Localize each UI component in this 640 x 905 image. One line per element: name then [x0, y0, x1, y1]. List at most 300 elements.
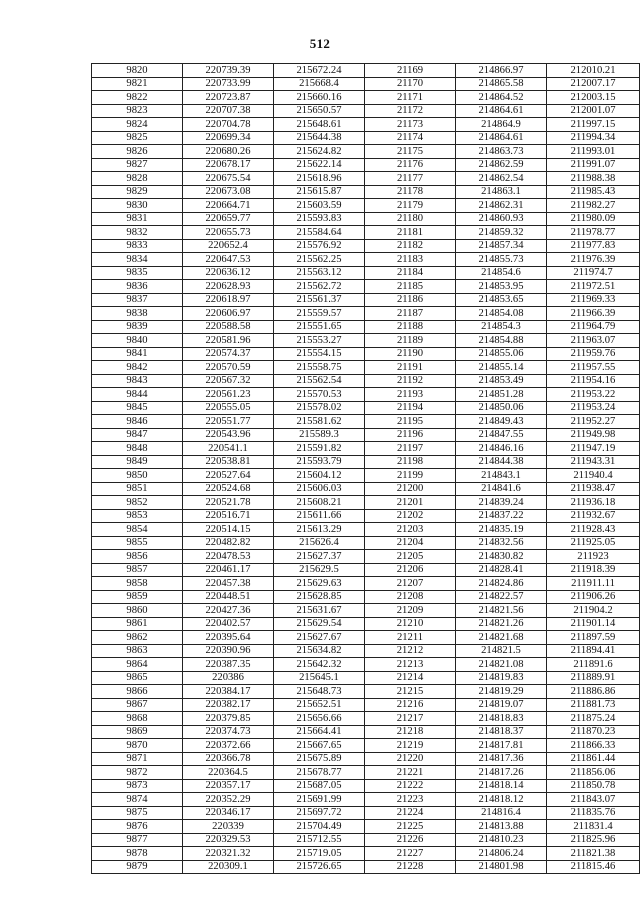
- cell-y-right: 211966.39: [547, 307, 640, 321]
- cell-x-left: 220561.23: [183, 388, 274, 402]
- cell-point-number-right: 21197: [365, 442, 456, 456]
- cell-x-left: 220673.08: [183, 185, 274, 199]
- cell-y-right: 211894.41: [547, 644, 640, 658]
- page-number: 512: [309, 36, 331, 51]
- cell-point-number-right: 21186: [365, 293, 456, 307]
- cell-x-right: 214855.14: [456, 361, 547, 375]
- cell-point-number-right: 21182: [365, 239, 456, 253]
- table-row: [92, 577, 640, 591]
- cell-x-right: 214862.59: [456, 158, 547, 172]
- cell-x-left: 220364.5: [183, 766, 274, 780]
- cell-y-left: 215562.54: [274, 374, 365, 388]
- cell-y-left: 215618.96: [274, 172, 365, 186]
- cell-y-right: 212003.15: [547, 91, 640, 105]
- table-row: [92, 509, 640, 523]
- cell-point-number-right: 21227: [365, 847, 456, 861]
- cell-x-right: 214853.49: [456, 374, 547, 388]
- cell-x-left: 220574.37: [183, 347, 274, 361]
- cell-point-number-left: 9848: [92, 442, 183, 456]
- cell-x-left: 220606.97: [183, 307, 274, 321]
- cell-point-number-right: 21221: [365, 766, 456, 780]
- cell-point-number-right: 21183: [365, 253, 456, 267]
- cell-y-right: 211953.22: [547, 388, 640, 402]
- cell-y-left: 215559.57: [274, 307, 365, 321]
- cell-y-right: 211993.01: [547, 145, 640, 159]
- cell-point-number-right: 21188: [365, 320, 456, 334]
- table-row: [92, 280, 640, 294]
- cell-y-right: 211980.09: [547, 212, 640, 226]
- cell-x-left: 220329.53: [183, 833, 274, 847]
- table-row: [92, 698, 640, 712]
- cell-y-left: 215642.32: [274, 658, 365, 672]
- cell-y-left: 215629.5: [274, 563, 365, 577]
- cell-y-right: 211988.38: [547, 172, 640, 186]
- cell-point-number-right: 21206: [365, 563, 456, 577]
- cell-point-number-right: 21200: [365, 482, 456, 496]
- table-row: [92, 860, 640, 874]
- cell-y-left: 215644.38: [274, 131, 365, 145]
- cell-x-right: 214864.61: [456, 131, 547, 145]
- cell-y-right: 211959.76: [547, 347, 640, 361]
- cell-x-right: 214850.06: [456, 401, 547, 415]
- table-row: [92, 550, 640, 564]
- cell-x-left: 220652.4: [183, 239, 274, 253]
- cell-point-number-left: 9861: [92, 617, 183, 631]
- cell-x-right: 214819.83: [456, 671, 547, 685]
- cell-y-right: 211881.73: [547, 698, 640, 712]
- cell-y-right: 211978.77: [547, 226, 640, 240]
- cell-x-left: 220618.97: [183, 293, 274, 307]
- cell-x-left: 220739.39: [183, 64, 274, 78]
- cell-point-number-right: 21214: [365, 671, 456, 685]
- cell-point-number-left: 9822: [92, 91, 183, 105]
- table-row: [92, 725, 640, 739]
- cell-point-number-right: 21215: [365, 685, 456, 699]
- table-row: [92, 145, 640, 159]
- cell-x-left: 220541.1: [183, 442, 274, 456]
- cell-y-left: 215606.03: [274, 482, 365, 496]
- cell-x-left: 220733.99: [183, 77, 274, 91]
- cell-x-left: 220524.68: [183, 482, 274, 496]
- cell-y-right: 211976.39: [547, 253, 640, 267]
- table-row: [92, 766, 640, 780]
- table-row: [92, 320, 640, 334]
- cell-x-right: 214844.38: [456, 455, 547, 469]
- cell-x-left: 220482.82: [183, 536, 274, 550]
- cell-x-left: 220570.59: [183, 361, 274, 375]
- table-row: [92, 131, 640, 145]
- cell-point-number-right: 21204: [365, 536, 456, 550]
- table-row: [92, 428, 640, 442]
- cell-y-right: 211957.55: [547, 361, 640, 375]
- cell-point-number-left: 9866: [92, 685, 183, 699]
- cell-x-left: 220678.17: [183, 158, 274, 172]
- table-row: [92, 374, 640, 388]
- cell-y-left: 215593.83: [274, 212, 365, 226]
- cell-point-number-right: 21228: [365, 860, 456, 874]
- cell-x-right: 214806.24: [456, 847, 547, 861]
- table-row: [92, 455, 640, 469]
- cell-x-right: 214863.1: [456, 185, 547, 199]
- cell-x-left: 220448.51: [183, 590, 274, 604]
- cell-x-left: 220402.57: [183, 617, 274, 631]
- cell-y-left: 215687.05: [274, 779, 365, 793]
- cell-y-right: 211861.44: [547, 752, 640, 766]
- cell-y-left: 215578.02: [274, 401, 365, 415]
- cell-y-right: 211947.19: [547, 442, 640, 456]
- cell-point-number-right: 21184: [365, 266, 456, 280]
- cell-point-number-right: 21224: [365, 806, 456, 820]
- cell-x-right: 214854.08: [456, 307, 547, 321]
- cell-y-left: 215650.57: [274, 104, 365, 118]
- cell-x-left: 220659.77: [183, 212, 274, 226]
- cell-point-number-left: 9857: [92, 563, 183, 577]
- cell-y-right: 211904.2: [547, 604, 640, 618]
- cell-x-left: 220372.66: [183, 739, 274, 753]
- cell-x-right: 214853.65: [456, 293, 547, 307]
- cell-y-left: 215626.4: [274, 536, 365, 550]
- cell-y-left: 215664.41: [274, 725, 365, 739]
- table-row: [92, 347, 640, 361]
- table-row: [92, 118, 640, 132]
- cell-x-right: 214822.57: [456, 590, 547, 604]
- cell-point-number-left: 9847: [92, 428, 183, 442]
- cell-point-number-left: 9874: [92, 793, 183, 807]
- cell-point-number-left: 9841: [92, 347, 183, 361]
- cell-x-left: 220357.17: [183, 779, 274, 793]
- cell-point-number-left: 9820: [92, 64, 183, 78]
- cell-y-right: 211886.86: [547, 685, 640, 699]
- cell-y-left: 215712.55: [274, 833, 365, 847]
- cell-point-number-right: 21217: [365, 712, 456, 726]
- cell-x-left: 220555.05: [183, 401, 274, 415]
- cell-point-number-left: 9838: [92, 307, 183, 321]
- cell-y-left: 215628.85: [274, 590, 365, 604]
- cell-point-number-left: 9877: [92, 833, 183, 847]
- cell-y-left: 215576.92: [274, 239, 365, 253]
- cell-x-right: 214862.54: [456, 172, 547, 186]
- cell-y-right: 211972.51: [547, 280, 640, 294]
- cell-x-left: 220395.64: [183, 631, 274, 645]
- cell-x-right: 214819.29: [456, 685, 547, 699]
- cell-x-right: 214860.93: [456, 212, 547, 226]
- cell-x-left: 220723.87: [183, 91, 274, 105]
- cell-y-right: 211997.15: [547, 118, 640, 132]
- cell-point-number-right: 21219: [365, 739, 456, 753]
- cell-point-number-right: 21180: [365, 212, 456, 226]
- cell-x-right: 214865.58: [456, 77, 547, 91]
- cell-x-right: 214821.5: [456, 644, 547, 658]
- cell-y-right: 211943.31: [547, 455, 640, 469]
- cell-point-number-right: 21181: [365, 226, 456, 240]
- cell-point-number-right: 21220: [365, 752, 456, 766]
- cell-x-right: 214830.82: [456, 550, 547, 564]
- cell-point-number-right: 21211: [365, 631, 456, 645]
- cell-y-left: 215611.66: [274, 509, 365, 523]
- cell-point-number-left: 9845: [92, 401, 183, 415]
- cell-y-left: 215629.63: [274, 577, 365, 591]
- table-row: [92, 833, 640, 847]
- cell-point-number-right: 21218: [365, 725, 456, 739]
- table-row: [92, 266, 640, 280]
- table-row: [92, 779, 640, 793]
- cell-point-number-left: 9863: [92, 644, 183, 658]
- cell-x-right: 214813.88: [456, 820, 547, 834]
- cell-point-number-left: 9850: [92, 469, 183, 483]
- cell-y-left: 215553.27: [274, 334, 365, 348]
- cell-point-number-left: 9826: [92, 145, 183, 159]
- cell-x-left: 220538.81: [183, 455, 274, 469]
- table-row: [92, 658, 640, 672]
- cell-point-number-right: 21199: [365, 469, 456, 483]
- cell-y-right: 211938.47: [547, 482, 640, 496]
- cell-x-right: 214818.14: [456, 779, 547, 793]
- cell-y-left: 215561.37: [274, 293, 365, 307]
- cell-point-number-right: 21177: [365, 172, 456, 186]
- cell-y-right: 211969.33: [547, 293, 640, 307]
- cell-x-right: 214857.34: [456, 239, 547, 253]
- cell-point-number-left: 9844: [92, 388, 183, 402]
- cell-y-right: 211850.78: [547, 779, 640, 793]
- cell-point-number-left: 9843: [92, 374, 183, 388]
- cell-x-left: 220628.93: [183, 280, 274, 294]
- cell-point-number-right: 21185: [365, 280, 456, 294]
- cell-y-left: 215624.82: [274, 145, 365, 159]
- cell-y-right: 211825.96: [547, 833, 640, 847]
- cell-point-number-left: 9858: [92, 577, 183, 591]
- table-row: [92, 644, 640, 658]
- cell-point-number-left: 9865: [92, 671, 183, 685]
- cell-y-left: 215603.59: [274, 199, 365, 213]
- cell-x-left: 220379.85: [183, 712, 274, 726]
- cell-point-number-left: 9837: [92, 293, 183, 307]
- cell-y-right: 211856.06: [547, 766, 640, 780]
- cell-y-left: 215648.61: [274, 118, 365, 132]
- cell-point-number-left: 9836: [92, 280, 183, 294]
- cell-y-right: 211901.14: [547, 617, 640, 631]
- cell-x-left: 220309.1: [183, 860, 274, 874]
- cell-x-right: 214818.83: [456, 712, 547, 726]
- cell-y-left: 215604.12: [274, 469, 365, 483]
- cell-y-right: 211923: [547, 550, 640, 564]
- cell-y-right: 211964.79: [547, 320, 640, 334]
- cell-y-left: 215584.64: [274, 226, 365, 240]
- cell-x-right: 214824.86: [456, 577, 547, 591]
- cell-x-left: 220386: [183, 671, 274, 685]
- cell-y-left: 215608.21: [274, 496, 365, 510]
- cell-x-right: 214821.26: [456, 617, 547, 631]
- cell-point-number-right: 21205: [365, 550, 456, 564]
- cell-y-right: 211918.39: [547, 563, 640, 577]
- table-row: [92, 617, 640, 631]
- cell-point-number-right: 21189: [365, 334, 456, 348]
- cell-point-number-left: 9821: [92, 77, 183, 91]
- cell-y-right: 211963.07: [547, 334, 640, 348]
- cell-y-right: 211940.4: [547, 469, 640, 483]
- cell-y-left: 215656.66: [274, 712, 365, 726]
- cell-x-left: 220427.36: [183, 604, 274, 618]
- cell-point-number-left: 9842: [92, 361, 183, 375]
- cell-x-left: 220387.35: [183, 658, 274, 672]
- cell-x-right: 214864.61: [456, 104, 547, 118]
- cell-point-number-left: 9871: [92, 752, 183, 766]
- cell-point-number-left: 9851: [92, 482, 183, 496]
- cell-x-right: 214859.32: [456, 226, 547, 240]
- cell-y-right: 211991.07: [547, 158, 640, 172]
- cell-point-number-left: 9828: [92, 172, 183, 186]
- cell-x-right: 214851.28: [456, 388, 547, 402]
- cell-x-right: 214864.52: [456, 91, 547, 105]
- cell-point-number-right: 21223: [365, 793, 456, 807]
- cell-x-right: 214864.9: [456, 118, 547, 132]
- cell-point-number-right: 21196: [365, 428, 456, 442]
- table-row: [92, 469, 640, 483]
- cell-point-number-right: 21208: [365, 590, 456, 604]
- cell-y-left: 215591.82: [274, 442, 365, 456]
- cell-point-number-right: 21187: [365, 307, 456, 321]
- cell-point-number-right: 21203: [365, 523, 456, 537]
- cell-point-number-right: 21198: [365, 455, 456, 469]
- cell-y-right: 211835.76: [547, 806, 640, 820]
- cell-x-right: 214843.1: [456, 469, 547, 483]
- cell-point-number-right: 21175: [365, 145, 456, 159]
- cell-x-left: 220521.78: [183, 496, 274, 510]
- cell-y-left: 215570.53: [274, 388, 365, 402]
- cell-point-number-left: 9839: [92, 320, 183, 334]
- cell-point-number-right: 21176: [365, 158, 456, 172]
- table-row: [92, 820, 640, 834]
- cell-y-right: 211977.83: [547, 239, 640, 253]
- cell-x-left: 220704.78: [183, 118, 274, 132]
- cell-point-number-right: 21191: [365, 361, 456, 375]
- table-row: [92, 172, 640, 186]
- table-row: [92, 442, 640, 456]
- table-row: [92, 401, 640, 415]
- cell-x-left: 220516.71: [183, 509, 274, 523]
- cell-y-right: 211821.38: [547, 847, 640, 861]
- cell-point-number-right: 21172: [365, 104, 456, 118]
- cell-y-right: 211949.98: [547, 428, 640, 442]
- cell-y-left: 215672.24: [274, 64, 365, 78]
- cell-x-left: 220514.15: [183, 523, 274, 537]
- cell-point-number-left: 9878: [92, 847, 183, 861]
- cell-point-number-right: 21222: [365, 779, 456, 793]
- cell-x-right: 214821.68: [456, 631, 547, 645]
- cell-point-number-right: 21202: [365, 509, 456, 523]
- table-row: [92, 671, 640, 685]
- cell-x-left: 220707.38: [183, 104, 274, 118]
- table-row: [92, 496, 640, 510]
- cell-y-right: 211815.46: [547, 860, 640, 874]
- cell-point-number-left: 9879: [92, 860, 183, 874]
- cell-x-left: 220384.17: [183, 685, 274, 699]
- cell-point-number-left: 9846: [92, 415, 183, 429]
- cell-y-left: 215652.51: [274, 698, 365, 712]
- cell-x-left: 220543.96: [183, 428, 274, 442]
- cell-y-left: 215562.72: [274, 280, 365, 294]
- cell-y-left: 215634.82: [274, 644, 365, 658]
- cell-y-left: 215627.67: [274, 631, 365, 645]
- cell-point-number-left: 9876: [92, 820, 183, 834]
- cell-y-left: 215563.12: [274, 266, 365, 280]
- table-row: [92, 847, 640, 861]
- cell-y-right: 211974.7: [547, 266, 640, 280]
- table-row: [92, 91, 640, 105]
- cell-point-number-left: 9853: [92, 509, 183, 523]
- cell-point-number-left: 9834: [92, 253, 183, 267]
- cell-point-number-right: 21226: [365, 833, 456, 847]
- cell-x-right: 214828.41: [456, 563, 547, 577]
- cell-point-number-left: 9870: [92, 739, 183, 753]
- cell-y-left: 215581.62: [274, 415, 365, 429]
- cell-x-right: 214847.55: [456, 428, 547, 442]
- cell-x-left: 220655.73: [183, 226, 274, 240]
- cell-y-right: 211982.27: [547, 199, 640, 213]
- table-row: [92, 604, 640, 618]
- cell-point-number-right: 21173: [365, 118, 456, 132]
- cell-x-right: 214817.36: [456, 752, 547, 766]
- cell-y-right: 211870.23: [547, 725, 640, 739]
- table-row: [92, 239, 640, 253]
- cell-point-number-left: 9825: [92, 131, 183, 145]
- cell-point-number-left: 9832: [92, 226, 183, 240]
- cell-point-number-left: 9855: [92, 536, 183, 550]
- cell-y-right: 211906.26: [547, 590, 640, 604]
- cell-y-right: 211866.33: [547, 739, 640, 753]
- cell-point-number-right: 21213: [365, 658, 456, 672]
- cell-y-left: 215668.4: [274, 77, 365, 91]
- cell-y-left: 215558.75: [274, 361, 365, 375]
- cell-x-left: 220461.17: [183, 563, 274, 577]
- cell-y-right: 211994.34: [547, 131, 640, 145]
- cell-x-right: 214855.73: [456, 253, 547, 267]
- cell-x-right: 214841.6: [456, 482, 547, 496]
- cell-x-left: 220647.53: [183, 253, 274, 267]
- table-row: [92, 482, 640, 496]
- cell-y-right: 211875.24: [547, 712, 640, 726]
- cell-x-right: 214837.22: [456, 509, 547, 523]
- table-row: [92, 199, 640, 213]
- table-row: [92, 253, 640, 267]
- cell-x-right: 214853.95: [456, 280, 547, 294]
- cell-x-left: 220664.71: [183, 199, 274, 213]
- cell-x-left: 220527.64: [183, 469, 274, 483]
- cell-x-right: 214849.43: [456, 415, 547, 429]
- cell-point-number-left: 9860: [92, 604, 183, 618]
- cell-point-number-left: 9868: [92, 712, 183, 726]
- cell-y-right: 211952.27: [547, 415, 640, 429]
- cell-x-right: 214810.23: [456, 833, 547, 847]
- table-row: [92, 104, 640, 118]
- cell-y-right: 211889.91: [547, 671, 640, 685]
- cell-y-right: 211936.18: [547, 496, 640, 510]
- table-row: [92, 752, 640, 766]
- table-row: [92, 536, 640, 550]
- cell-x-left: 220699.34: [183, 131, 274, 145]
- table-row: [92, 361, 640, 375]
- table-row: [92, 712, 640, 726]
- cell-y-left: 215562.25: [274, 253, 365, 267]
- cell-point-number-left: 9875: [92, 806, 183, 820]
- table-row: [92, 64, 640, 78]
- cell-x-left: 220321.32: [183, 847, 274, 861]
- cell-point-number-right: 21210: [365, 617, 456, 631]
- cell-point-number-right: 21192: [365, 374, 456, 388]
- cell-x-left: 220675.54: [183, 172, 274, 186]
- cell-y-left: 215554.15: [274, 347, 365, 361]
- cell-y-left: 215622.14: [274, 158, 365, 172]
- table-row: [92, 631, 640, 645]
